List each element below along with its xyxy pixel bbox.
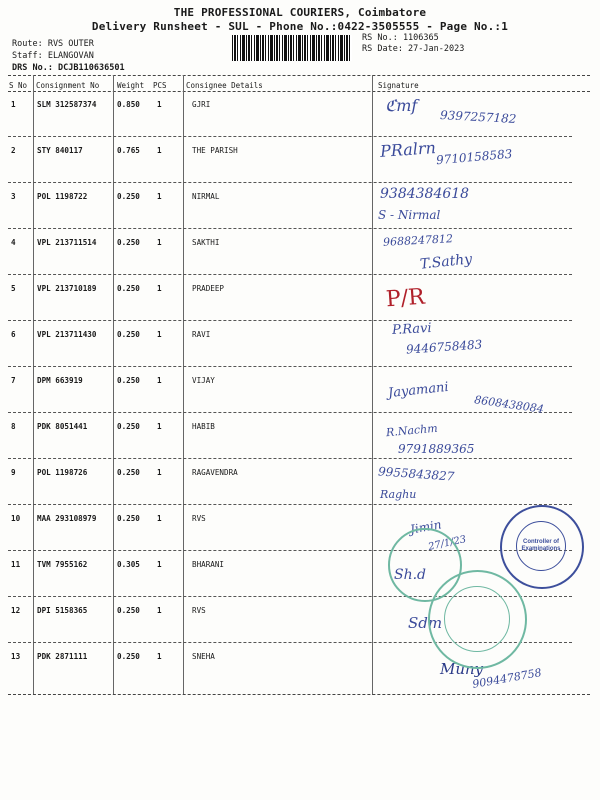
row-weight: 0.250 — [117, 468, 140, 477]
row-consignment: DPM 663919 — [37, 376, 83, 385]
row-consignee: RVS — [192, 606, 206, 615]
row-pcs: 1 — [157, 238, 162, 247]
row-consignment: STY 840117 — [37, 146, 83, 155]
table-bottom-rule — [8, 694, 590, 695]
row-consignee: BHARANI — [192, 560, 225, 569]
row-sno: 9 — [11, 468, 16, 477]
row-separator — [8, 274, 572, 275]
runsheet-subtitle: Delivery Runsheet - SUL - Phone No.:0422-3505555 - Page No.:1 — [91, 20, 509, 33]
row-consignee: HABIB — [192, 422, 215, 431]
row-pcs: 1 — [157, 606, 162, 615]
table-row — [0, 138, 600, 184]
row-consignee: SAKTHI — [192, 238, 220, 247]
row-separator — [8, 320, 572, 321]
row-weight: 0.250 — [117, 238, 140, 247]
row-pcs: 1 — [157, 514, 162, 523]
row-pcs: 1 — [157, 560, 162, 569]
row-sno: 4 — [11, 238, 16, 247]
green-seal-stamp — [428, 570, 527, 669]
row-consignment: DPI 5158365 — [37, 606, 88, 615]
row-pcs: 1 — [157, 330, 162, 339]
row-weight: 0.305 — [117, 560, 140, 569]
col-consignee: Consignee Details — [186, 81, 263, 90]
row-consignment: PDK 2871111 — [37, 652, 88, 661]
signature-phone: 9710158583 — [435, 146, 513, 168]
row-weight: 0.250 — [117, 606, 140, 615]
row-separator — [8, 136, 572, 137]
row-pcs: 1 — [157, 146, 162, 155]
signature-phone: 9955843827 — [377, 464, 455, 484]
row-consignee: SNEHA — [192, 652, 215, 661]
stamp-text: Controller of Examinations — [516, 521, 566, 571]
col-consignment: Consignment No — [36, 81, 100, 90]
row-consignee: RAVI — [192, 330, 211, 339]
rs-number: RS No.: 1106365 — [362, 33, 439, 43]
signature-phone: 8608438084 — [473, 393, 545, 416]
row-weight: 0.250 — [117, 376, 140, 385]
row-consignee: THE PARISH — [192, 146, 238, 155]
col-weight: Weight — [117, 81, 145, 90]
row-separator — [8, 412, 572, 413]
row-pcs: 1 — [157, 422, 162, 431]
signature-scribble: Jimin — [409, 517, 443, 537]
row-consignment: TVM 7955162 — [37, 560, 88, 569]
row-consignment: SLM 312587374 — [37, 100, 97, 109]
row-consignment: VPL 213711514 — [37, 238, 97, 247]
table-row — [0, 322, 600, 368]
staff-label: Staff: ELANGOVAN — [12, 51, 94, 61]
signature-scribble: Muny — [440, 660, 484, 678]
table-row — [0, 460, 600, 506]
barcode — [232, 35, 352, 61]
row-separator — [8, 504, 572, 505]
row-sno: 12 — [11, 606, 21, 615]
rs-info — [362, 33, 464, 55]
table-row — [0, 230, 600, 276]
row-weight: 0.765 — [117, 146, 140, 155]
signature-phone: 9446758483 — [405, 337, 483, 357]
row-consignment: POL 1198726 — [37, 468, 88, 477]
signature-scribble: P.Ravi — [391, 320, 432, 339]
signature-phone: 9094478758 — [471, 666, 543, 691]
row-weight: 0.250 — [117, 192, 140, 201]
row-consignee: NIRMAL — [192, 192, 220, 201]
row-weight: 0.250 — [117, 514, 140, 523]
row-sno: 6 — [11, 330, 16, 339]
row-weight: 0.250 — [117, 422, 140, 431]
signature-phone: 9791889365 — [398, 442, 475, 456]
signature-phone: 9688247812 — [382, 232, 454, 249]
row-sno: 8 — [11, 422, 16, 431]
row-sno: 3 — [11, 192, 16, 201]
rs-date: RS Date: 27-Jan-2023 — [362, 44, 465, 54]
row-sno: 7 — [11, 376, 16, 385]
document-title — [0, 6, 600, 33]
row-separator — [8, 182, 572, 183]
row-weight: 0.250 — [117, 284, 140, 293]
row-consignee: VIJAY — [192, 376, 215, 385]
table-header — [0, 77, 600, 91]
controller-seal-stamp — [500, 505, 584, 589]
row-sno: 10 — [11, 514, 21, 523]
row-consignment: VPL 213711430 — [37, 330, 97, 339]
table-row — [0, 414, 600, 460]
row-sno: 13 — [11, 652, 21, 661]
row-sno: 2 — [11, 146, 16, 155]
signature-phone: 9384384618 — [380, 186, 470, 202]
row-pcs: 1 — [157, 100, 162, 109]
row-sno: 11 — [11, 560, 21, 569]
signature-name: Jayamani — [387, 379, 450, 402]
row-separator — [8, 366, 572, 367]
row-pcs: 1 — [157, 652, 162, 661]
table-row — [0, 184, 600, 230]
row-consignment: POL 1198722 — [37, 192, 88, 201]
row-separator — [8, 228, 572, 229]
signature-scribble: PRalrn — [379, 138, 437, 161]
row-consignment: PDK 8051441 — [37, 422, 88, 431]
row-consignee: GJRI — [192, 100, 211, 109]
row-pcs: 1 — [157, 468, 162, 477]
route-info — [12, 38, 125, 74]
row-sno: 1 — [11, 100, 16, 109]
signature-scribble: Raghu — [380, 488, 417, 501]
drs-number: DRS No.: DCJB110636501 — [12, 63, 125, 73]
signature-scribble: T.Sathy — [419, 251, 473, 273]
row-sno: 5 — [11, 284, 16, 293]
row-pcs: 1 — [157, 376, 162, 385]
row-pcs: 1 — [157, 192, 162, 201]
row-separator — [8, 458, 572, 459]
row-separator — [8, 550, 572, 551]
row-consignee: PRADEEP — [192, 284, 225, 293]
row-weight: 0.850 — [117, 100, 140, 109]
row-consignee: RAGAVENDRA — [192, 468, 238, 477]
signature-date: 27/1/23 — [427, 534, 468, 553]
signature-scribble: Sh.d — [394, 567, 427, 583]
col-signature: Signature — [378, 81, 419, 90]
company-name: THE PROFESSIONAL COURIERS, Coimbatore — [173, 6, 427, 19]
signature-scribble: R.Nachm — [385, 421, 439, 440]
signature-scribble: Sdm — [408, 614, 443, 632]
signature-name: S - Nirmal — [378, 208, 441, 222]
col-sno: S No — [9, 81, 28, 90]
header-rule-top — [8, 75, 590, 76]
route-label: Route: RVS OUTER — [12, 39, 94, 49]
row-consignment: MAA 293108979 — [37, 514, 97, 523]
row-weight: 0.250 — [117, 652, 140, 661]
table-row — [0, 276, 600, 322]
row-consignee: RVS — [192, 514, 206, 523]
row-pcs: 1 — [157, 284, 162, 293]
row-weight: 0.250 — [117, 330, 140, 339]
signature-pr-mark: P/R — [385, 284, 426, 313]
col-pcs: PCS — [153, 81, 167, 90]
signature-phone: 9397257182 — [439, 108, 517, 126]
signature-scribble: ℭmf — [385, 96, 418, 115]
row-consignment: VPL 213710189 — [37, 284, 97, 293]
